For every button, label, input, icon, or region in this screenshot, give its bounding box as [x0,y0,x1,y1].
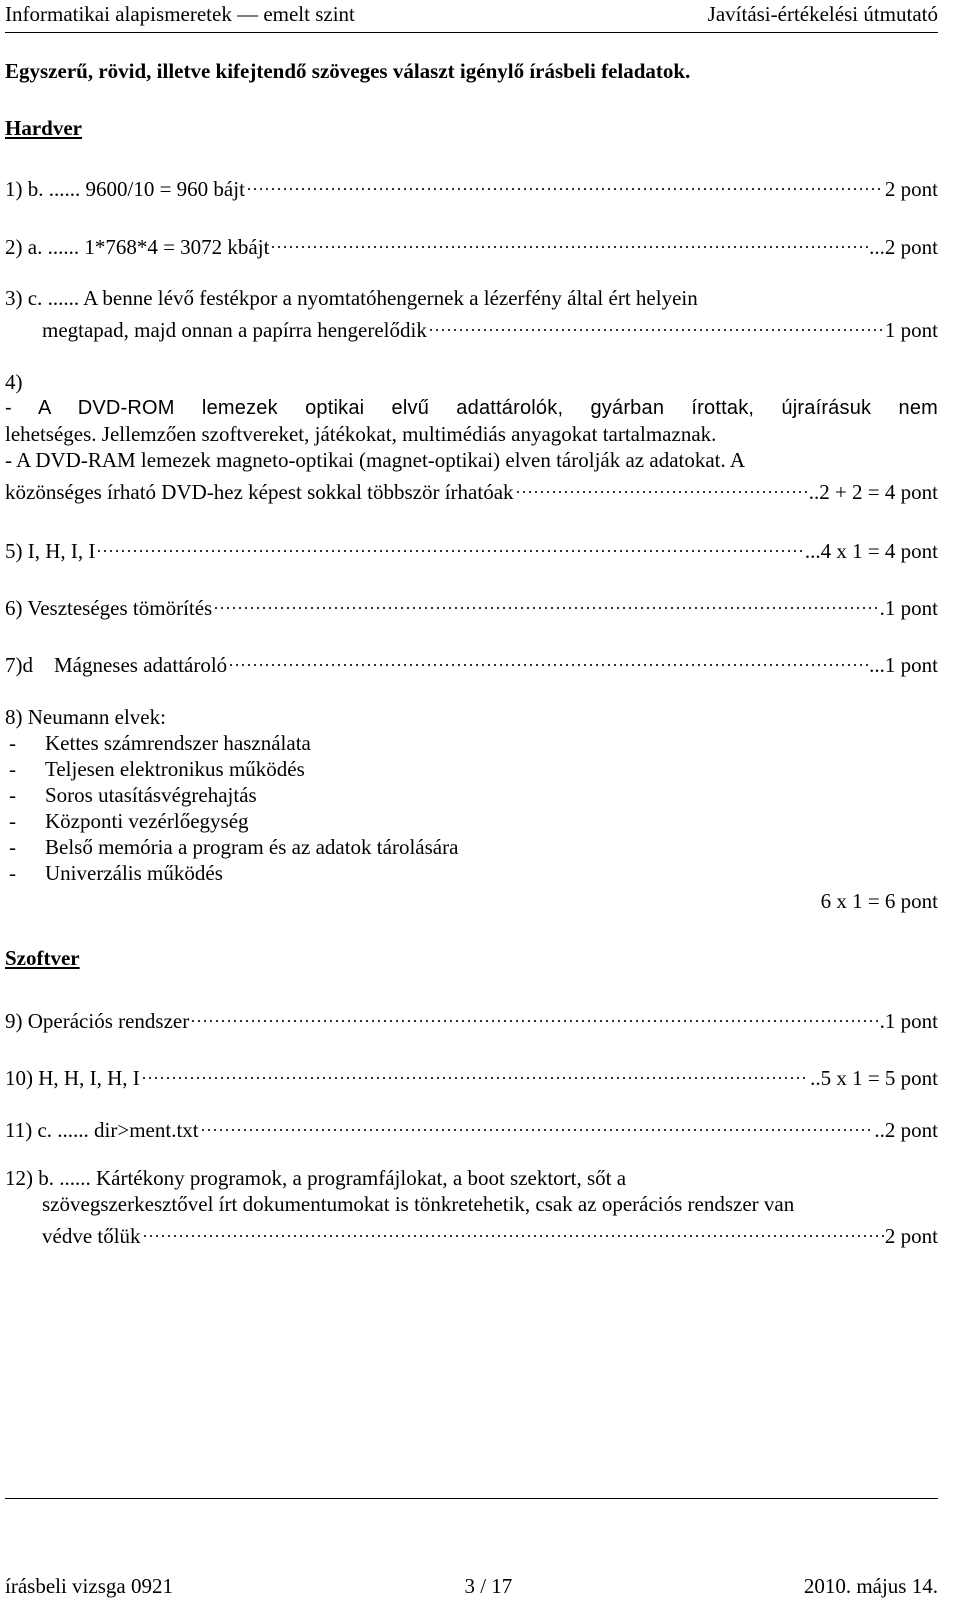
answer-3-line1: 3) c. ...... A benne lévő festékpor a nyomtatóhengernek a lézerfény által ért helyein [5,286,698,310]
answer-12 [5,1165,938,1249]
answer-9 [5,1002,938,1034]
list-item-text: Teljesen elektronikus működés [45,757,305,781]
list-dash: - [9,835,16,859]
answer-9-text: 9) Operációs rendszer [5,1009,190,1033]
intro-heading: Egyszerű, rövid, illetve kifejtendő szöveges választ igénylő írásbeli feladatok. [5,59,691,83]
dot-leader [428,311,884,337]
list-item [9,808,938,834]
answer-11-points: ..2 pont [874,1118,938,1142]
answer-1 [5,170,938,202]
answer-7 [5,646,938,678]
answer-6-text: 6) Veszteséges tömörítés [5,596,213,620]
answer-6-points: .1 pont [879,596,938,620]
answer-3 [5,285,938,343]
list-item-text: Kettes számrendszer használata [45,731,311,755]
answer-4-line1: - A DVD-ROM lemezek optikai elvű adattárolók, gyárban írottak, újraírásuk nem [5,397,938,419]
answer-11-text: 11) c. ...... dir>ment.txt [5,1118,199,1142]
answer-7-text: 7)d Mágneses adattároló [5,653,228,677]
answer-4-line3: - A DVD-RAM lemezek magneto-optikai (magnet-optikai) elven tárolják az adatokat. A [5,448,746,472]
answer-2-text: 2) a. ...... 1*768*4 = 3072 kbájt [5,235,270,259]
list-dash: - [9,731,16,755]
answer-12-points: 2 pont [884,1224,938,1248]
dot-leader [515,473,808,499]
list-item [9,860,938,886]
answer-11 [5,1111,938,1143]
dot-leader [96,532,803,558]
footer-rule [5,1498,938,1499]
page-header [5,0,938,30]
answer-12-line3-row [5,1217,938,1249]
answer-12-line3: védve tőlük [42,1224,141,1248]
list-item [9,782,938,808]
dot-leader [141,1059,809,1085]
dot-leader [270,228,868,254]
dot-leader [228,646,868,672]
page-footer [5,1572,938,1600]
answer-4-line2: lehetséges. Jellemzően szoftvereket, játékokat, multimédiás anyagokat tartalmaznak. [5,422,717,446]
answer-2-points: ...2 pont [869,235,938,259]
answer-7-points: ...1 pont [869,653,938,677]
answer-4-line4: közönséges írható DVD-hez képest sokkal többször írhatóak [5,480,514,504]
section-szoftver: Szoftver [5,946,80,970]
list-item-text: Soros utasításvégrehajtás [45,783,257,807]
list-dash: - [9,861,16,885]
answer-3-line2: megtapad, majd onnan a papírra hengerelődik [42,318,427,342]
dot-leader [190,1002,878,1028]
answer-3-points: 1 pont [884,318,938,342]
answer-4-line4-row [5,473,938,505]
dot-leader [142,1217,884,1243]
answer-12-line2: szövegszerkesztővel írt dokumentumokat is tönkretehetik, csak az operációs rendszer van [42,1192,795,1216]
answer-8 [5,704,938,914]
answer-3-line2-row [5,311,938,343]
list-dash: - [9,809,16,833]
list-item-text: Univerzális működés [45,861,223,885]
answer-10-text: 10) H, H, I, H, I [5,1066,140,1090]
answer-10-points: ..5 x 1 = 5 pont [810,1066,938,1090]
list-item [9,756,938,782]
dot-leader [246,170,884,196]
answer-6 [5,589,938,621]
answer-4-points: ..2 + 2 = 4 pont [808,480,938,504]
answer-4 [5,369,938,505]
list-item-text: Központi vezérlőegység [45,809,249,833]
answer-8-points: 6 x 1 = 6 pont [820,889,938,913]
list-dash: - [9,757,16,781]
answer-1-points: 2 pont [884,177,938,201]
list-item [9,834,938,860]
header-right: Javítási-értékelési útmutató [707,2,938,26]
list-item [9,730,938,756]
answer-1-text: 1) b. ...... 9600/10 = 960 bájt [5,177,245,201]
answer-5 [5,532,938,564]
list-item-text: Belső memória a program és az adatok tárolására [45,835,459,859]
answer-9-points: .1 pont [879,1009,938,1033]
answer-12-line1: 12) b. ...... Kártékony programok, a programfájlokat, a boot szektort, sőt a [5,1166,627,1190]
answer-5-points: ...4 x 1 = 4 pont [804,539,938,563]
answer-10 [5,1059,938,1091]
header-rule [5,32,938,33]
section-hardver: Hardver [5,116,82,140]
answer-5-text: 5) I, H, I, I [5,539,96,563]
neumann-list [5,730,938,886]
footer-center: 3 / 17 [464,1574,513,1598]
header-left: Informatikai alapismeretek — emelt szint [5,2,355,26]
dot-leader [213,589,878,615]
answer-8-title: 8) Neumann elvek: [5,705,166,729]
footer-right: 2010. május 14. [803,1574,938,1598]
footer-left: írásbeli vizsga 0921 [5,1574,173,1598]
answer-4-number: 4) [5,370,23,394]
answer-2 [5,228,938,260]
list-dash: - [9,783,16,807]
dot-leader [200,1111,874,1137]
